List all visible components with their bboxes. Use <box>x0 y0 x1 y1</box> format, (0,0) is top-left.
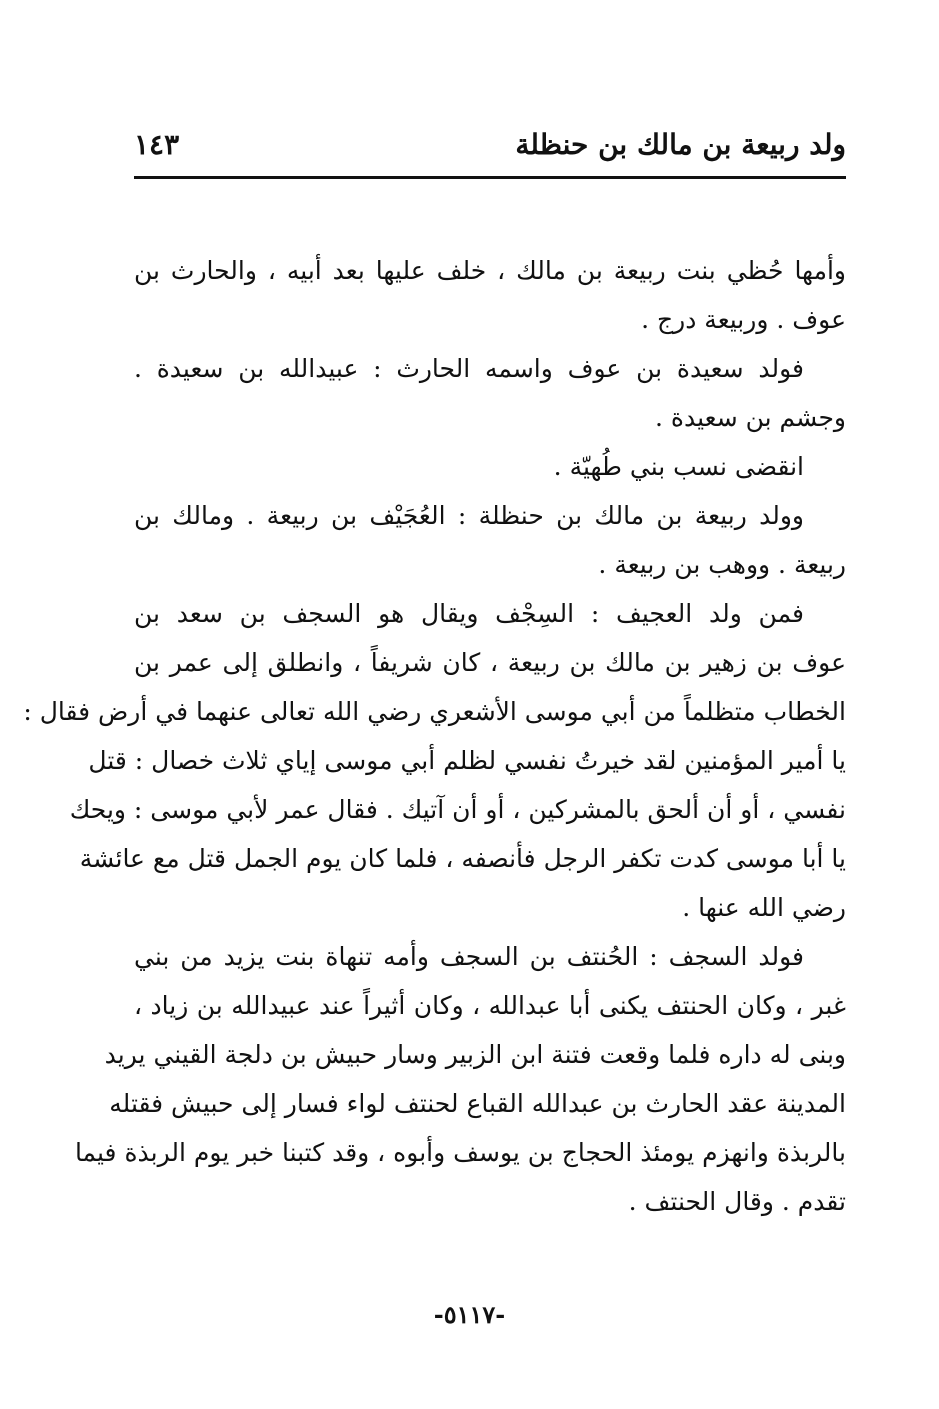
text-line: تقدم . وقال الحنتف . <box>628 1187 846 1216</box>
text-line: انقضى نسب بني طُهيّة . <box>553 452 804 481</box>
page-number: ١٤٣ <box>134 128 180 161</box>
text-line: وأمها حُظي بنت ربيعة بن مالك ، خلف عليها بعد أبيه ، والحارث بن <box>134 256 846 285</box>
text-line: وجشم بن سعيدة . <box>654 403 846 432</box>
text-line: الخطاب متظلماً من أبي موسى الأشعري رضي الله تعالى عنهما في أرض فقال : <box>23 697 846 726</box>
text-line: عوف . وربيعة درج . <box>641 305 846 334</box>
text-line: المدينة عقد الحارث بن عبدالله القباع لحنتف لواء فسار إلى حبيش فقتله <box>109 1089 846 1118</box>
text-line: فمن ولد العجيف : السِجْف ويقال هو السجف بن سعد بن <box>134 599 804 628</box>
page-header <box>134 128 846 174</box>
text-line: وبنى له داره فلما وقعت فتنة ابن الزبير وسار حبيش بن دلجة القيني يريد <box>104 1040 846 1069</box>
text-line: غبر ، وكان الحنتف يكنى أبا عبدالله ، وكان أثيراً عند عبيدالله بن زياد ، <box>134 991 846 1020</box>
body-text <box>23 246 846 1226</box>
text-line: فولد سعيدة بن عوف واسمه الحارث : عبيدالله بن سعيدة . <box>134 354 804 383</box>
header-rule <box>134 176 846 179</box>
text-line: بالربذة وانهزم يومئذ الحجاج بن يوسف وأبوه ، وقد كتبنا خبر يوم الربذة فيما <box>74 1138 846 1167</box>
text-line: عوف بن زهير بن مالك بن ربيعة ، كان شريفاً ، وانطلق إلى عمر بن <box>134 648 846 677</box>
text-line: وولد ربيعة بن مالك بن حنظلة : العُجَيْف بن ربيعة . ومالك بن <box>134 501 804 530</box>
text-line: رضي الله عنها . <box>682 893 846 922</box>
text-line: يا أبا موسى كدت تكفر الرجل فأنصفه ، فلما كان يوم الجمل قتل مع عائشة <box>79 844 846 873</box>
footer-page-number: -٥١١٧- <box>433 1300 506 1329</box>
text-line: فولد السجف : الحُنتف بن السجف وأمه تنهاة بنت يزيد من بني <box>134 942 804 971</box>
text-line: يا أمير المؤمنين لقد خيرتُ نفسي لظلم أبي موسى إياي ثلاث خصال : قتل <box>88 746 846 775</box>
running-head: ولد ربيعة بن مالك بن حنظلة <box>515 128 846 161</box>
text-line: نفسي ، أو أن ألحق بالمشركين ، أو أن آتيك . فقال عمر لأبي موسى : ويحك <box>69 795 846 824</box>
text-line: ربيعة . ووهب بن ربيعة . <box>598 550 846 579</box>
